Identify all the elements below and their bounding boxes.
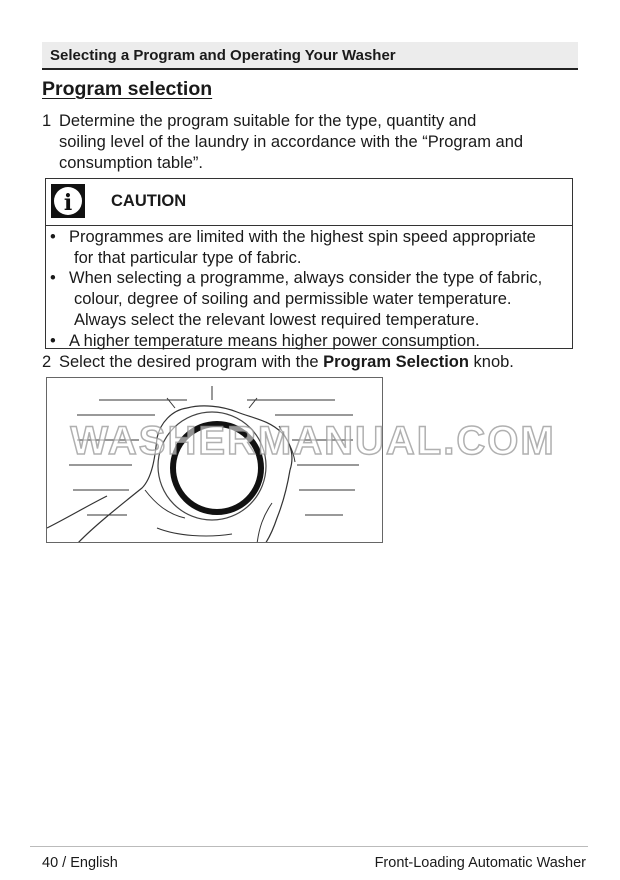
step-line: Determine the program suitable for the type, quantity and — [59, 112, 477, 130]
caution-line: When selecting a programme, always consider the type of fabric, — [69, 269, 543, 288]
caution-line: Programmes are limited with the highest spin speed appropriate — [69, 228, 536, 246]
bullet-dot: • — [50, 228, 56, 246]
step-text-before: Select the desired program with the — [59, 353, 324, 371]
hand-outline — [47, 496, 107, 528]
info-icon-glyph: i — [63, 190, 73, 216]
caution-line: colour, degree of soiling and permissible water temperature. — [74, 290, 512, 309]
info-icon — [51, 184, 85, 218]
step-number: 1 — [42, 112, 52, 130]
thumb-outline — [265, 470, 290, 543]
step-number: 2 — [42, 353, 52, 371]
caution-box — [45, 178, 573, 349]
page-number: 40 / English — [42, 855, 118, 871]
caution-item — [46, 268, 572, 330]
caution-line: Always select the relevant lowest required temperature. — [74, 310, 480, 329]
step-text — [59, 111, 559, 174]
caution-line: A higher temperature means higher power consumption. — [69, 331, 480, 350]
caution-title: CAUTION — [111, 192, 187, 210]
finger-outline — [157, 528, 232, 536]
watermark-text: WASHERMANUAL.COM — [70, 419, 556, 463]
step-line: soiling level of the laundry in accordance with the “Program and — [59, 133, 524, 151]
program-selection-term: Program Selection — [323, 353, 469, 371]
step-text — [59, 352, 514, 373]
footer-product-name: Front-Loading Automatic Washer — [374, 855, 586, 871]
footer-divider — [30, 846, 588, 847]
caution-line: for that particular type of fabric. — [74, 248, 302, 267]
caution-list — [46, 227, 572, 351]
step-line: consumption table”. — [59, 154, 203, 172]
bullet-dot: • — [50, 269, 56, 288]
bullet-dot: • — [50, 331, 56, 350]
caution-item — [46, 331, 572, 352]
section-header: Selecting a Program and Operating Your Washer — [42, 42, 578, 70]
section-title: Program selection — [42, 78, 213, 100]
caution-header — [46, 179, 572, 226]
caution-item — [46, 227, 572, 268]
step-text-after: knob. — [468, 353, 514, 371]
